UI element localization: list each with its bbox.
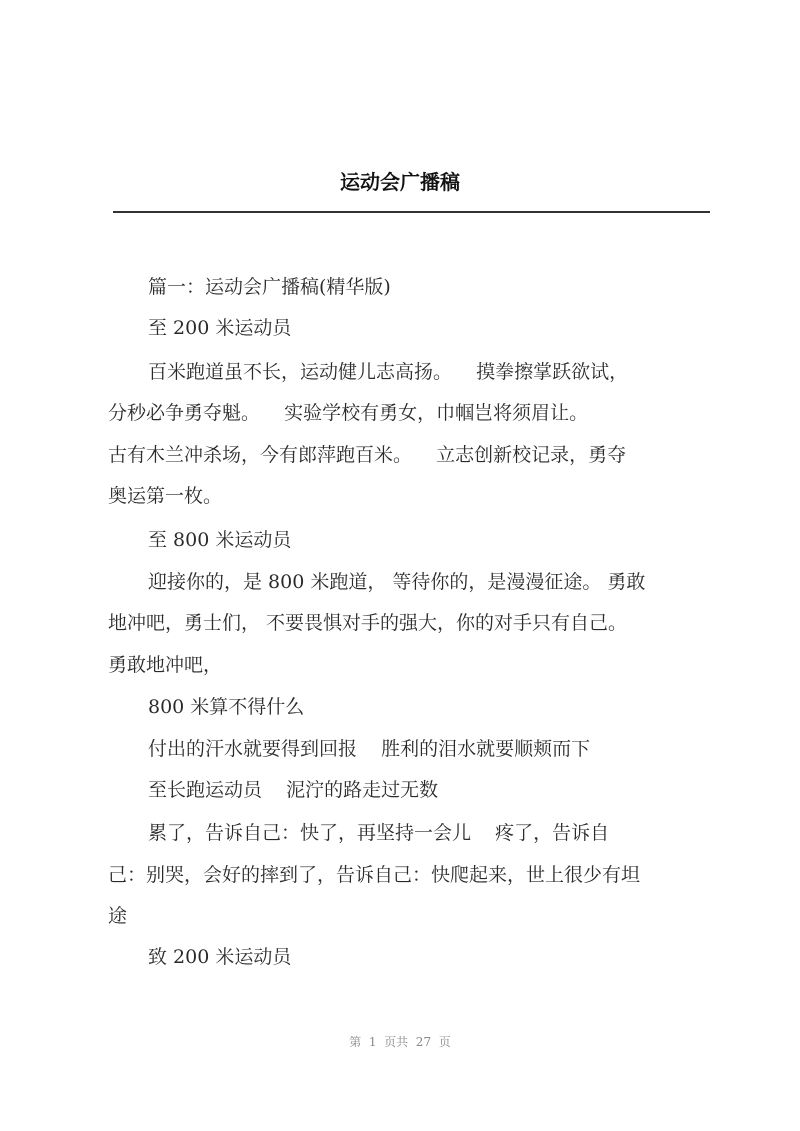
paragraph-line: 己：别哭，会好的摔到了，告诉自己：快爬起来，世上很少有坦 — [108, 864, 641, 886]
paragraph-line: 古有木兰冲杀场，今有郎萍跑百米。 立志创新校记录，勇夺 — [108, 444, 627, 466]
paragraph-line: 付出的汗水就要得到回报 胜利的泪水就要顺颊而下 — [148, 738, 591, 760]
paragraph-line: 百米跑道虽不长，运动健儿志高扬。 摸拳擦掌跃欲试， — [148, 361, 629, 383]
section-heading: 篇一：运动会广播稿(精华版) — [148, 276, 391, 298]
paragraph-line: 至 200 米运动员 — [148, 317, 292, 339]
paragraph-line: 800 米算不得什么 — [148, 696, 305, 718]
paragraph-line: 奥运第一枚。 — [108, 485, 223, 507]
paragraph-line: 途 — [108, 905, 128, 927]
paragraph-line: 至长跑运动员 泥泞的路走过无数 — [148, 779, 439, 801]
paragraph-line: 致 200 米运动员 — [148, 946, 292, 968]
paragraph-line: 地冲吧，勇士们， 不要畏惧对手的强大，你的对手只有自己。 — [108, 612, 628, 634]
document-title: 运动会广播稿 — [340, 170, 460, 194]
paragraph-line: 勇敢地冲吧， — [108, 654, 223, 676]
paragraph-line: 累了，告诉自己：快了，再坚持一会儿 疼了，告诉自 — [148, 822, 610, 844]
paragraph-line: 至 800 米运动员 — [148, 529, 292, 551]
title-divider — [113, 211, 710, 213]
paragraph-line: 迎接你的，是 800 米跑道， 等待你的，是漫漫征途。 勇敢 — [148, 571, 646, 593]
page-number-footer: 第 1 页共 27 页 — [349, 1035, 451, 1049]
paragraph-line: 分秒必争勇夺魁。 实验学校有勇女，巾帼岂将须眉让。 — [108, 402, 589, 424]
